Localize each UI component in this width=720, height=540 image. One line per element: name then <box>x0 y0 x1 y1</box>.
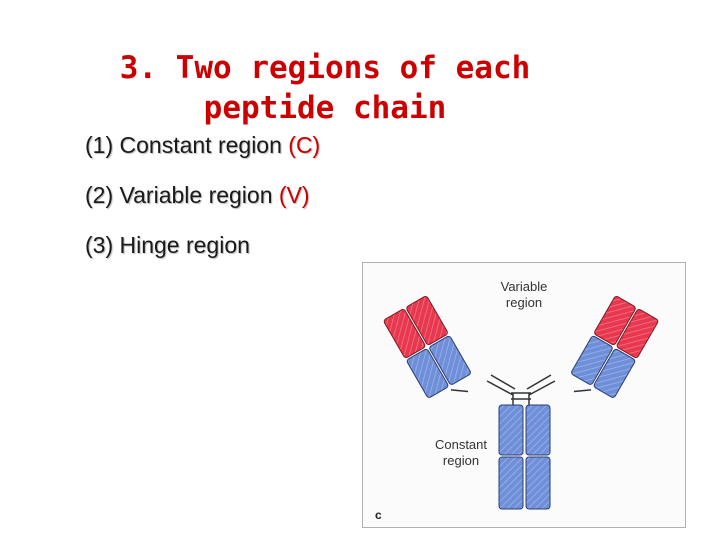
bullet-abbrev: (V) <box>278 182 310 208</box>
bullet-variable-region <box>85 178 320 228</box>
panel-letter: c <box>375 508 382 522</box>
bullet-list <box>85 128 320 278</box>
fc-left-upper-domain <box>499 405 523 455</box>
right-arm <box>564 295 659 410</box>
bullet-hinge-region <box>85 228 320 278</box>
right-interchain-link <box>574 383 591 399</box>
bullet-text: (3) Hinge region <box>85 232 250 258</box>
variable-region-label: Variable region <box>500 279 548 310</box>
bullet-constant-region <box>85 128 320 178</box>
left-interchain-link <box>451 383 468 399</box>
hinge-region <box>487 375 555 405</box>
constant-region-label: Constant region <box>434 437 488 468</box>
bullet-text: (2) Variable region <box>85 182 279 208</box>
slide-title <box>95 48 555 128</box>
fc-left-lower-domain <box>499 457 523 509</box>
title-line-1: 3. Two regions of each <box>119 50 531 86</box>
fc-stem <box>499 405 550 509</box>
fc-right-upper-domain <box>526 405 550 455</box>
fc-right-lower-domain <box>526 457 550 509</box>
bullet-text: (1) Constant region <box>85 132 289 158</box>
bullet-abbrev: (C) <box>288 132 321 158</box>
title-line-2: peptide chain <box>203 90 447 126</box>
antibody-figure <box>362 262 686 528</box>
left-arm <box>383 295 478 410</box>
